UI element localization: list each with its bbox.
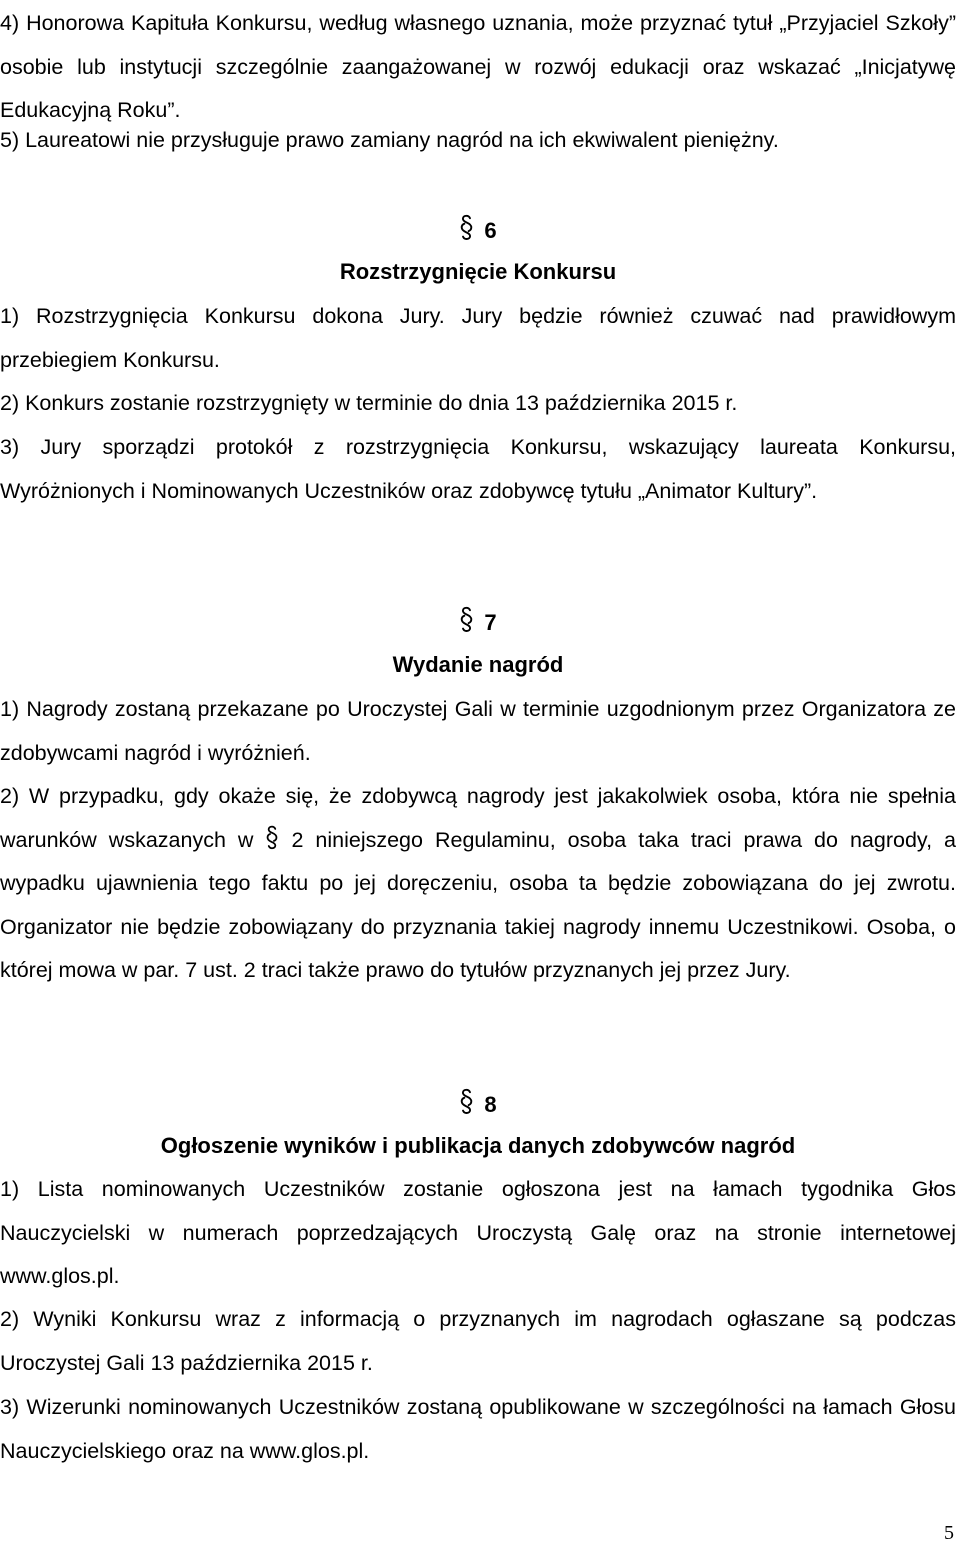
section-6-title: Rozstrzygnięcie Konkursu <box>339 259 617 284</box>
section-sign-icon <box>459 606 474 634</box>
section-sign-icon <box>265 825 279 851</box>
paragraph-top-1: 4) Honorowa Kapituła Konkursu, według własnego uznania, może przyznać tytuł „Przyjaciel Szkoły” osobie lub instytucji szczególnie zaangażowanej w rozwój edukacji oraz wskazać „Inicjatywę Edukacyjną Roku”. <box>0 11 956 122</box>
section-6-paragraph-3: 3) Jury sporządzi protokół z rozstrzygnięcia Konkursu, wskazujący laureata Konkursu, Wyróżnionych i Nominowanych Uczestników oraz zdobywcę tytułu „Animator Kultury”. <box>0 435 956 503</box>
section-sign-icon <box>459 214 474 242</box>
section-7-paragraph-1: 1) Nagrody zostaną przekazane po Uroczystej Gali w terminie uzgodnionym przez Organizatora ze zdobywcami nagród i wyróżnień. <box>0 697 956 765</box>
section-7-title: Wydanie nagród <box>392 652 564 677</box>
section-number: 6 <box>484 218 497 243</box>
section-6-paragraph-1: 1) Rozstrzygnięcia Konkursu dokona Jury. Jury będzie również czuwać nad prawidłowym przebiegiem Konkursu. <box>0 304 956 372</box>
section-8-title: Ogłoszenie wyników i publikacja danych zdobywców nagród <box>160 1133 796 1158</box>
section-8-paragraph-2: 2) Wyniki Konkursu wraz z informacją o przyznanych im nagrodach ogłaszane są podczas Uroczystej Gali 13 października 2015 r. <box>0 1307 956 1375</box>
section-number: 7 <box>484 610 497 635</box>
section-8-paragraph-3: 3) Wizerunki nominowanych Uczestników zostaną opublikowane w szczególności na łamach Głosu Nauczycielskiego oraz na www.glos.pl. <box>0 1395 956 1463</box>
section-sign-icon <box>459 1088 474 1116</box>
section-7-heading-number <box>0 606 956 638</box>
section-8-heading-number <box>0 1088 956 1120</box>
section-6-heading-number <box>0 214 956 246</box>
section-6-paragraph-2: 2) Konkurs zostanie rozstrzygnięty w terminie do dnia 13 października 2015 r. <box>0 391 738 415</box>
page-number: 5 <box>944 1522 954 1544</box>
paragraph-top-2: 5) Laureatowi nie przysługuje prawo zamiany nagród na ich ekwiwalent pieniężny. <box>0 128 779 152</box>
section-7-paragraph-2: 2) W przypadku, gdy okaże się, że zdobywcą nagrody jest jakakolwiek osoba, która nie spełnia warunków wskazanych w 2 niniejszego Regulaminu, osoba taka traci prawa do nagrody, a wypadku ujawnienia tego faktu po jej doręczeniu, osoba ta będzie zobowiązana do jej zwrotu. Organizator nie będzie zobowiązany do przyznania takiej nagrody innemu Uczestnikowi. Osoba, o której mowa w par. 7 ust. 2 traci także prawo do tytułów przyznanych jej przez Jury. <box>0 784 957 982</box>
section-number: 8 <box>484 1092 497 1117</box>
section-8-paragraph-1: 1) Lista nominowanych Uczestników zostanie ogłoszona jest na łamach tygodnika Głos Nauczycielski w numerach poprzedzających Uroczystą Galę oraz na stronie internetowej www.glos.pl. <box>0 1177 956 1288</box>
